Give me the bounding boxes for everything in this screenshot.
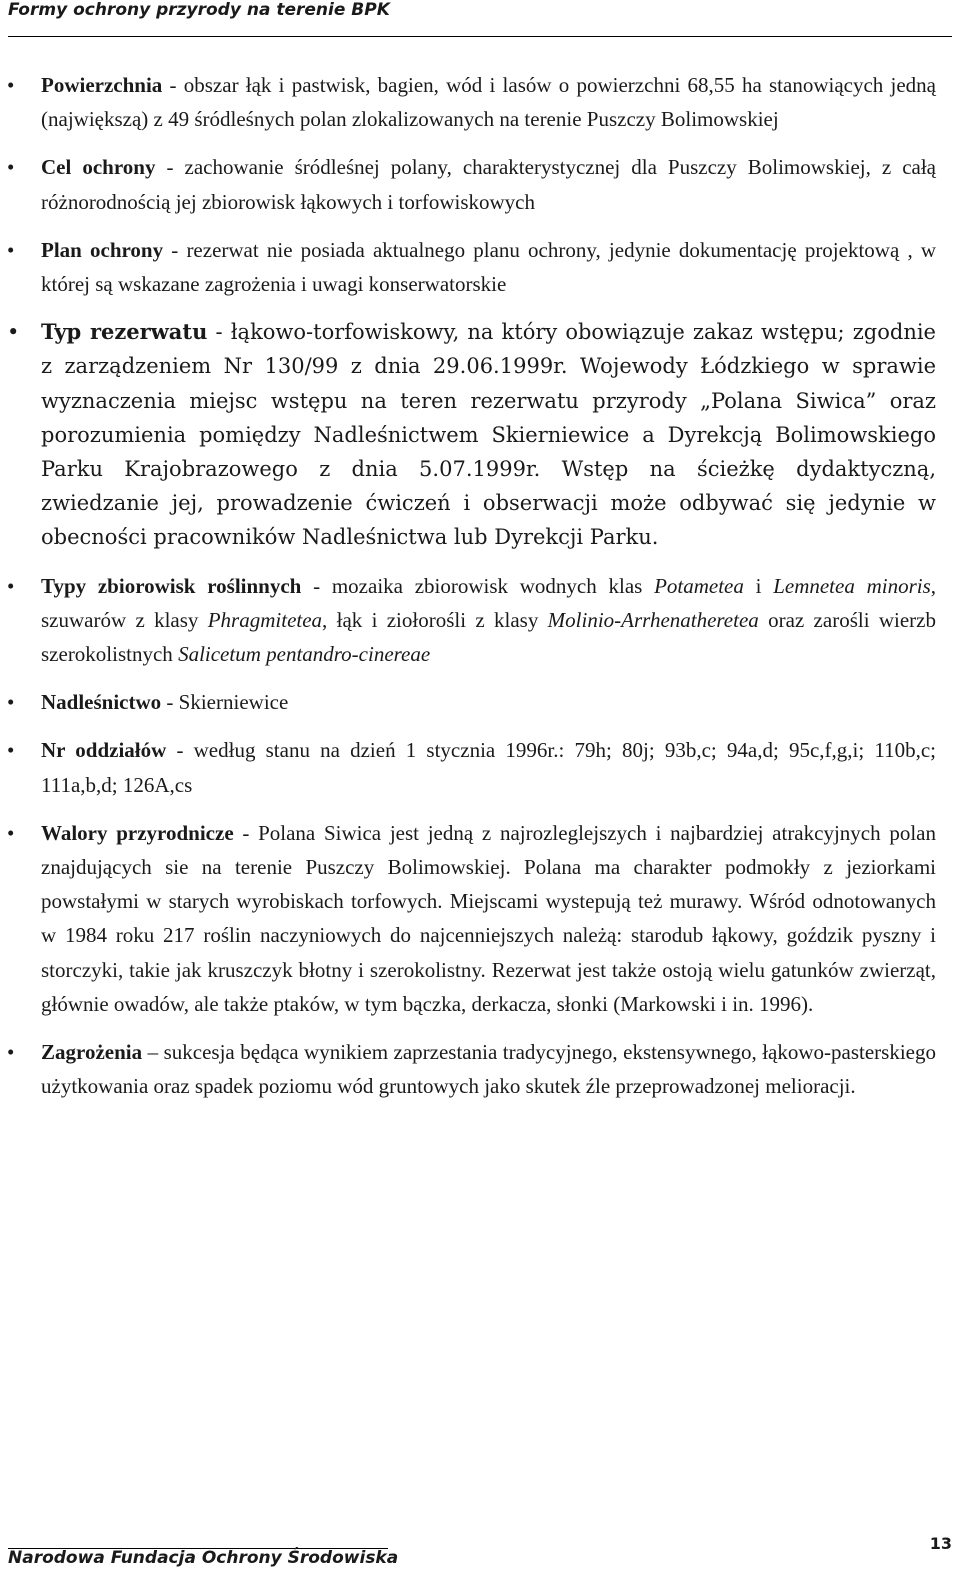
list-item-zagrozenia: • Zagrożenia – sukcesja będąca wynikiem zaprzestania tradycyjnego, ekstensywnego, łąkowo-pasterskiego użytkowania oraz spadek poziomu wód gruntowych jako skutek źle przeprowadzonej melioracji. (41, 1035, 936, 1103)
latin-name: Molinio-Arrhenatheretea (547, 607, 759, 632)
latin-name: Salicetum pentandro-cinereae (178, 642, 431, 667)
item-text: zachowanie śródleśnej polany, charakterystycznej dla Puszczy Bolimowskiej, z całą różnorodnością jej zbiorowisk łąkowych i torfowiskowych (41, 155, 936, 214)
bullet-icon: • (7, 690, 15, 715)
item-label: Cel ochrony (41, 155, 156, 180)
item-text: łąkowo-torfowiskowy, na który obowiązuje zakaz wstępu; zgodnie z zarządzeniem Nr 130/99 z dnia 29.06.1999r. Wojewody Łódzkiego w sprawie wyznaczenia miejsc wstępu na teren rezerwatu przyrody „Polana Siwica” oraz porozumienia pomiędzy Nadleśnictwem Skierniewice a Dyrekcją Bolimowskiego Parku Krajobrazowego z dnia 5.07.1999r. Wstęp na ścieżkę dydaktyczną, zwiedzanie jej, prowadzenie ćwiczeń i obserwacji może odbywać się jedynie w obecności pracowników Nadleśnictwa lub Dyrekcji Parku. (41, 320, 936, 550)
item-text: Skierniewice (178, 690, 289, 715)
list-item-nadlesnictwo: • Nadleśnictwo - Skierniewice (41, 685, 936, 719)
bullet-icon: • (7, 73, 15, 97)
latin-name: Phragmitetea (207, 607, 323, 632)
item-label: Zagrożenia (41, 1040, 143, 1065)
list-item-cel-ochrony: • Cel ochrony - zachowanie śródleśnej polany, charakterystycznej dla Puszczy Bolimowskiej, z całą różnorodnością jej zbiorowisk łąkowych i torfowiskowych (41, 150, 936, 218)
item-label: Powierzchnia (41, 73, 163, 97)
page-header (8, 0, 952, 37)
item-label: Typ rezerwatu (41, 319, 208, 345)
item-text: według stanu na dzień 1 stycznia 1996r.: 79h; 80j; 93b,c; 94a,d; 95c,f,g,i; 110b,c; 111a,b,d; 126A,cs (41, 738, 937, 797)
list-item-walory-przyrodnicze: • Walory przyrodnicze - Polana Siwica jest jedną z najrozleglejszych i najbardziej atrakcyjnych polan znajdujących sie na terenie Puszczy Bolimowskiej. Polana ma charakter podmokły z jeziorkami powstałymi w starych wyrobiskach torfowych. Miejscami wystepują też murawy. Wśród odnotowanych w 1984 roku 217 roślin naczyniowych do najcenniejszych należą: starodub łąkowy, goździk pyszny i storczyki, takie jak kruszczyk błotny i szerokolistny. Rezerwat jest także ostoją wielu gatunków zwierząt, głównie owadów, ale także ptaków, w tym bączka, derkacza, słonki (Markowski i in. 1996). (41, 816, 936, 1021)
bullet-icon: • (7, 820, 15, 845)
list-item-powierzchnia: • Powierzchnia - obszar łąk i pastwisk, bagien, wód i lasów o powierzchni 68,55 ha stanowiących jedną (największą) z 49 śródleśnych polan zlokalizowanych na terenie Puszczy Bolimowskiej (41, 68, 936, 136)
footer-organization: Narodowa Fundacja Ochrony Środowiska (8, 1548, 399, 1568)
item-text: obszar łąk i pastwisk, bagien, wód i lasów o powierzchni 68,55 ha stanowiących jedną (największą) z 49 śródleśnych polan zlokalizowanych na terenie Puszczy Bolimowskiej (41, 73, 936, 132)
list-item-plan-ochrony: • Plan ochrony - rezerwat nie posiada aktualnego planu ochrony, jedynie dokumentację projektową , w której są wskazane zagrożenia i uwagi konserwatorskie (41, 233, 936, 301)
header-title: Formy ochrony przyrody na terenie BPK (8, 0, 390, 20)
document-body (0, 68, 960, 1117)
latin-name: Potametea (654, 573, 744, 598)
bullet-icon: • (7, 320, 20, 345)
item-label: Nr oddziałów (41, 738, 167, 763)
item-text: Polana Siwica jest jedną z najrozleglejszych i najbardziej atrakcyjnych polan znajdujących sie na terenie Puszczy Bolimowskiej. Polana ma charakter podmokły z jeziorkami powstałymi w starych wyrobiskach torfowych. Miejscami wystepują też murawy. Wśród odnotowanych w 1984 roku 217 roślin naczyniowych do najcenniejszych należą: starodub łąkowy, goździk pyszny i storczyki, takie jak kruszczyk błotny i szerokolistny. Rezerwat jest także ostoją wielu gatunków zwierząt, głównie owadów, ale także ptaków, w tym bączka, derkacza, słonki (Markowski i in. 1996). (41, 820, 936, 1016)
item-label: Plan ochrony (41, 237, 164, 262)
item-text: rezerwat nie posiada aktualnego planu ochrony, jedynie dokumentację projektową , w której są wskazane zagrożenia i uwagi konserwatorskie (41, 237, 937, 297)
item-label: Nadleśnictwo (41, 690, 162, 715)
bullet-list (0, 68, 960, 1103)
item-label: Walory przyrodnicze (41, 820, 234, 845)
list-item-typ-rezerwatu: • Typ rezerwatu - łąkowo-torfowiskowy, na który obowiązuje zakaz wstępu; zgodnie z zarządzeniem Nr 130/99 z dnia 29.06.1999r. Wojewody Łódzkiego w sprawie wyznaczenia miejsc wstępu na teren rezerwatu przyrody „Polana Siwica” oraz porozumienia pomiędzy Nadleśnictwem Skierniewice a Dyrekcją Bolimowskiego Parku Krajobrazowego z dnia 5.07.1999r. Wstęp na ścieżkę dydaktyczną, zwiedzanie jej, prowadzenie ćwiczeń i obserwacji może odbywać się jedynie w obecności pracowników Nadleśnictwa lub Dyrekcji Parku. (41, 315, 936, 554)
latin-name: Lemnetea minoris (773, 573, 931, 598)
bullet-icon: • (7, 738, 15, 763)
item-label: Typy zbiorowisk roślinnych (41, 573, 302, 598)
item-text: sukcesja będąca wynikiem zaprzestania tradycyjnego, ekstensywnego, łąkowo-pasterskiego użytkowania oraz spadek poziomu wód gruntowych jako skutek źle przeprowadzonej melioracji. (41, 1040, 936, 1099)
list-item-nr-oddzialow: • Nr oddziałów - według stanu na dzień 1 stycznia 1996r.: 79h; 80j; 93b,c; 94a,d; 95c,f,g,i; 110b,c; 111a,b,d; 126A,cs (41, 733, 936, 801)
page-number: 13 (929, 1534, 952, 1553)
list-item-typy-zbiorowisk: • Typy zbiorowisk roślinnych - mozaika zbiorowisk wodnych klas Potametea i Lemnetea minoris, szuwarów z klasy Phragmitetea, łąk i ziołorośli z klasy Molinio-Arrhenatheretea oraz zarośli wierzb szerokolistnych Salicetum pentandro-cinereae (41, 569, 936, 672)
bullet-icon: • (7, 155, 15, 180)
bullet-icon: • (7, 1040, 15, 1065)
bullet-icon: • (7, 573, 15, 598)
bullet-icon: • (7, 237, 15, 262)
